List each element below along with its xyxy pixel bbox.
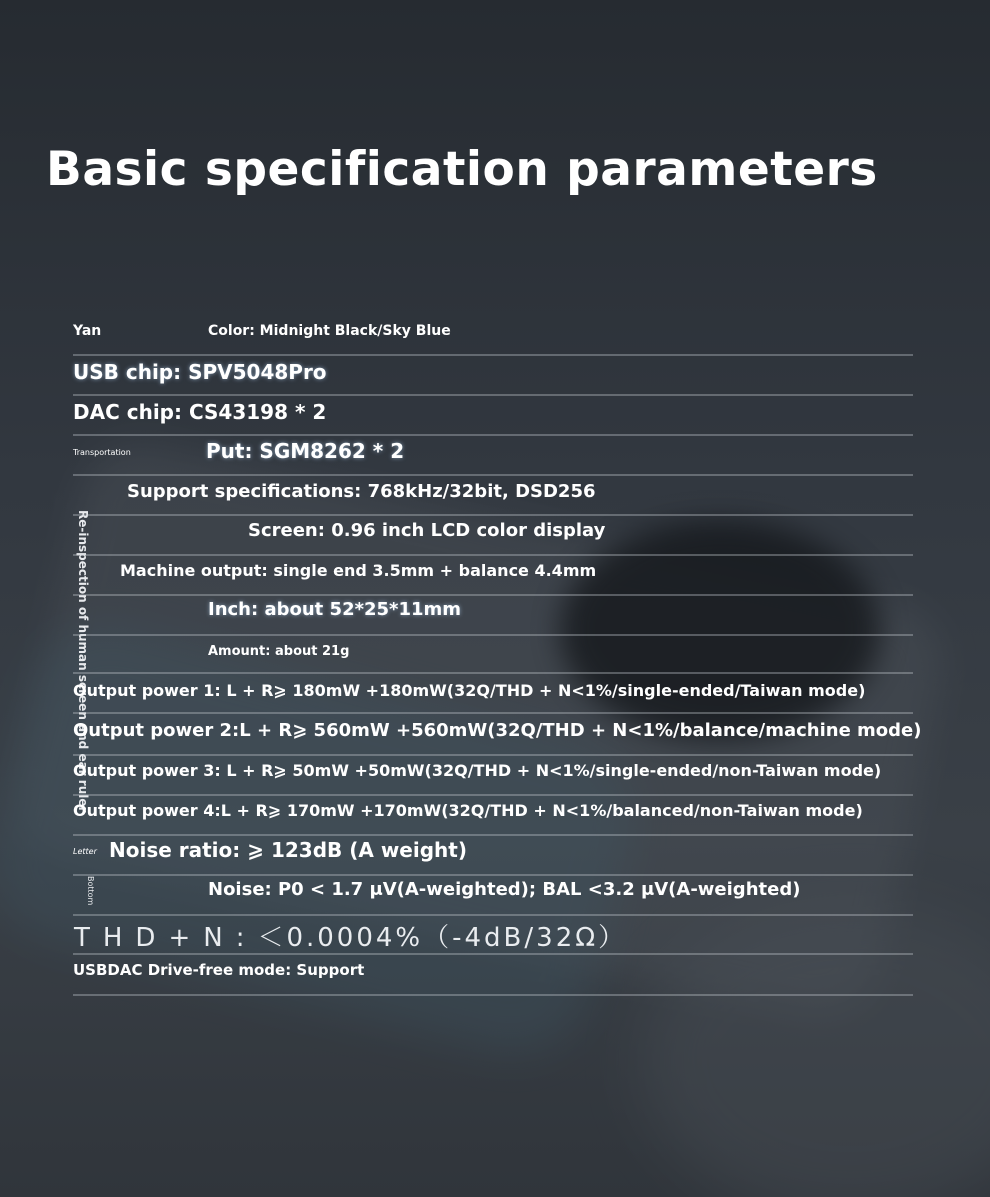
spec-row-dac-chip [73,396,913,436]
noise-value: Noise: P0 < 1.7 μV(A-weighted); BAL <3.2 μV(A-weighted) [208,879,801,900]
spec-row-usbdac [73,956,913,996]
spec-row-support [73,476,913,516]
spec-row-noise-ratio [73,836,913,876]
color-value: Color: Midnight Black/Sky Blue [208,323,451,339]
color-label: Yan [73,323,102,339]
noise-ratio-value: Noise ratio: ⩾ 123dB (A weight) [109,838,467,862]
spec-row-noise [73,876,913,916]
spec-row-transport [73,436,913,476]
spec-row-power-1 [73,674,913,714]
screen-value: Screen: 0.96 inch LCD color display [248,520,606,541]
thd-text [74,917,627,954]
spec-row-power-4 [73,796,913,836]
power-2-value: Output power 2:L + R⩾ 560mW +560mW(32Q/THD + N<1%/balance/machine mode) [73,720,922,741]
dac-chip-value: DAC chip: CS43198 * 2 [73,400,327,424]
page-title: Basic specification parameters [46,142,878,197]
thd-value: ＜0.0004%（-4dB/32Ω） [257,923,628,953]
usbdac-value: USBDAC Drive-free mode: Support [73,961,365,979]
size-value: Inch: about 52*25*11mm [208,599,462,620]
support-value: Support specifications: 768kHz/32bit, DSD256 [127,481,596,502]
spec-row-machine-output [73,556,913,596]
power-3-value: Output power 3: L + R⩾ 50mW +50mW(32Q/THD + N<1%/single-ended/non-Taiwan mode) [73,761,882,780]
thd-label: THD+N: [74,923,258,953]
transport-value: Put: SGM8262 * 2 [206,439,405,463]
group-side-label: Re-inspection of human screen and ear ruler [76,510,90,813]
transport-label: Transportation [73,448,131,457]
bottom-label: Bottom [86,876,95,906]
machine-output-value: Machine output: single end 3.5mm + balance 4.4mm [120,561,597,580]
spec-row-weight [73,636,913,674]
spec-row-usb-chip [73,356,913,396]
power-4-value: Output power 4:L + R⩾ 170mW +170mW(32Q/THD + N<1%/balanced/non-Taiwan mode) [73,801,863,820]
letter-label: Letter [73,847,97,856]
spec-row-color [73,320,913,356]
usb-chip-value: USB chip: SPV5048Pro [73,360,327,384]
power-1-value: Output power 1: L + R⩾ 180mW +180mW(32Q/THD + N<1%/single-ended/Taiwan mode) [73,681,866,700]
spec-row-size [73,596,913,636]
weight-value: Amount: about 21g [208,644,350,659]
spec-row-screen [73,516,913,556]
spec-row-power-3 [73,756,913,796]
spec-row-power-2 [73,714,922,756]
